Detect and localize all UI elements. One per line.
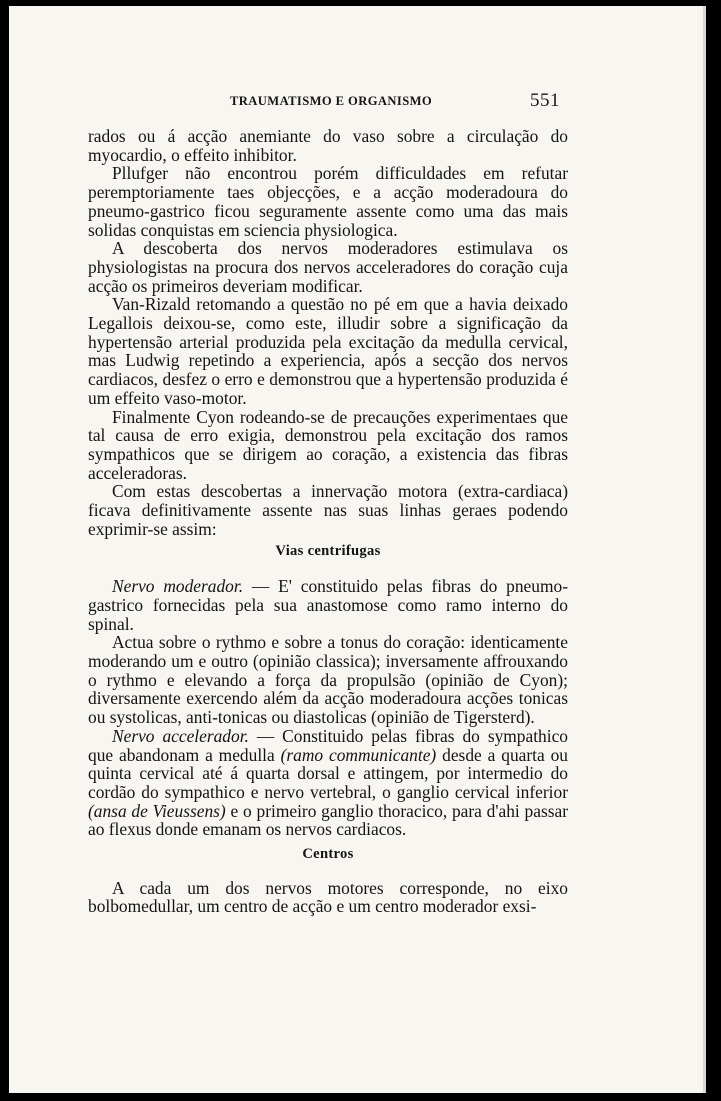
paragraph-descoberta: A descoberta dos nervos moderadores estimulava os physiologistas na procura dos nervos acceleradores do coração cuja acção os primeiros deveriam modificar. (88, 238, 568, 296)
paragraph-nervo-accelerador (88, 727, 568, 839)
text-accelerador-b: desde a quarta ou quinta cervical até á quarta dorsal e attingem, por intermedio do cordão do sympathico e nervo vertebral, o ganglio cervical inferior (88, 744, 568, 802)
text-accelerador-c: e o primeiro ganglio thoracico, para d'ahi passar ao flexus donde emanam os nervos cardiacos. (88, 800, 569, 840)
term-nervo-accelerador: Nervo accelerador. (112, 725, 249, 746)
running-title: TRAUMATISMO E ORGANISMO (230, 94, 433, 108)
page-body (88, 127, 568, 916)
text-accelerador-a: — Constituido pelas fibras do sympathico que abandonam a medulla (88, 725, 568, 765)
paragraph-continuation: rados ou á acção anemiante do vaso sobre a circulação do myocardio, o effeito inhibitor. (88, 126, 568, 165)
paragraph-cyon: Finalmente Cyon rodeando-se de precauções experimentaes que tal causa de erro exigia, demonstrou pela excitação dos ramos sympathicos que se dirigem ao coração, a existencia das fibras acceleradoras. (88, 406, 568, 483)
term-ramo-communicante: (ramo communicante) (280, 744, 437, 765)
page-header (9, 90, 706, 114)
heading-centros: Centros (302, 846, 354, 863)
paragraph-actua: Actua sobre o rythmo e sobre a tonus do coração: identicamente moderando um e outro (opinião classica); inversamente affrouxando o rythmo e elevando a força da propulsão (opinião de Cyon); diversamente exercendo além da acção moderadoura acções tonicas ou systolicas, anti-tonicas ou diastolicas (opinião de Tigersterd). (88, 632, 568, 728)
paragraph-van-rizald: Van-Rizald retomando a questão no pé em que a havia deixado Legallois deixou-se, como este, illudir sobre a significação da hypertensão arterial produzida pela excitação da medulla cervical, mas Ludwig repetindo a experiencia, após a secção dos nervos cardiacos, desfez o erro e demonstrou que a hypertensão produzida é um effeito vaso-motor. (88, 294, 568, 408)
paragraph-descobertas: Com estas descobertas a innervação motora (extra-cardiaca) ficava definitivamente assente nas suas linhas geraes podendo exprimir-se assim: (88, 481, 568, 539)
book-page (9, 6, 706, 1093)
term-ansa-vieussens: (ansa de Vieussens) (88, 800, 226, 821)
paragraph-centros: A cada um dos nervos motores corresponde, no eixo bolbomedullar, um centro de acção e um centro moderador exsi- (88, 877, 568, 917)
term-nervo-moderador: Nervo moderador. (112, 576, 244, 597)
page-number: 551 (530, 90, 560, 111)
page-edge (703, 6, 706, 1093)
text-nervo-moderador: — E' constituido pelas fibras do pneumo-gastrico fornecidas pela sua anastomose como ramo interno do spinal. (88, 576, 568, 634)
paragraph-pflugger: Pllufger não encontrou porém difficuldades em refutar peremptoriamente taes objecções, e a acção moderadoura do pneumo-gastrico ficou seguramente assente como uma das mais solidas conquistas em sciencia physiologica. (88, 163, 568, 240)
heading-vias-centrifugas: Vias centrifugas (275, 543, 381, 560)
paragraph-nervo-moderador (88, 577, 568, 633)
